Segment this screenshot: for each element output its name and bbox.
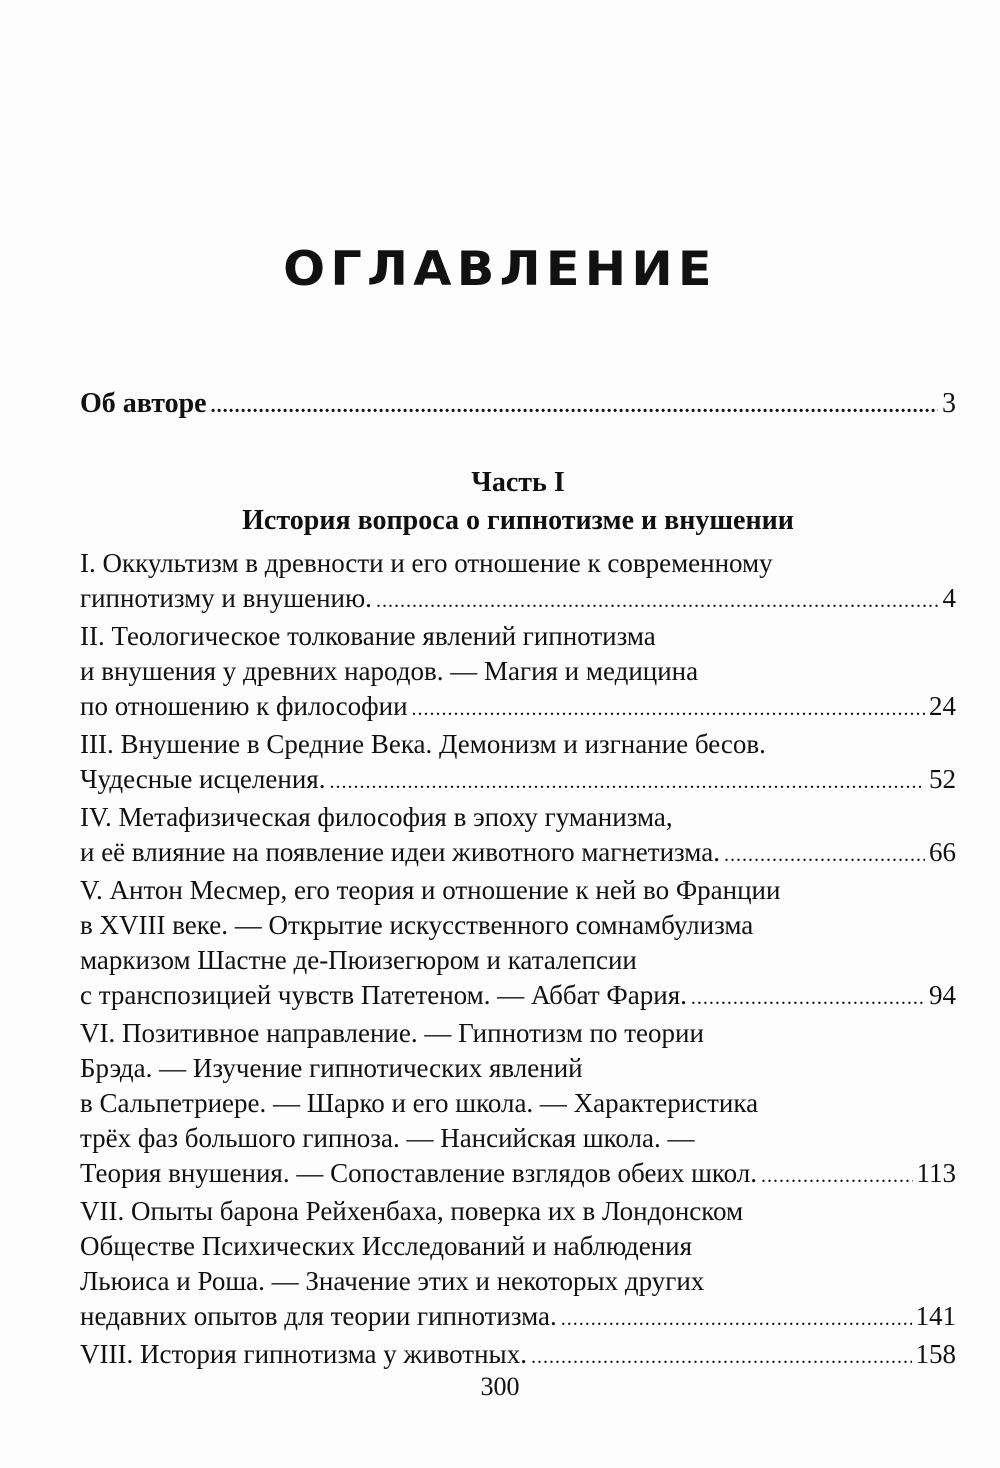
toc-entry-last-line <box>80 1156 956 1194</box>
toc-entry-line: VII. Опыты барона Рейхенбаха, поверка их в Лондонском <box>80 1196 744 1226</box>
toc-entry-line: III. Внушение в Средние Века. Демонизм и изгнание бесов. <box>80 729 766 759</box>
toc-entry-label: VIII. История гипнотизма у животных. <box>80 1339 527 1369</box>
toc-entry-chapter[interactable] <box>80 873 956 1016</box>
toc-entry-line: Обществе Психических Исследований и наблюдения <box>80 1231 692 1261</box>
toc-page-number: 141 <box>915 1301 956 1331</box>
toc-entry-chapter[interactable] <box>80 546 956 619</box>
toc-entry-line: в XVIII веке. — Открытие искусственного сомнамбулизма <box>80 910 754 940</box>
toc-entry-label: недавних опытов для теории гипнотизма. <box>80 1301 557 1331</box>
toc-entry-line: V. Антон Месмер, его теория и отношение к ней во Франции <box>80 875 781 905</box>
dot-leader <box>724 835 925 873</box>
dot-leader <box>412 689 925 727</box>
toc-entry-last-line <box>80 978 956 1016</box>
toc-entry-label: гипнотизму и внушению. <box>80 583 372 613</box>
toc-entry-chapter[interactable] <box>80 800 956 873</box>
toc-entry-label: по отношению к философии <box>80 691 408 721</box>
toc-page-number: 3 <box>942 388 956 419</box>
toc-entry-label: Теория внушения. — Сопоставление взглядов обеих школ. <box>80 1158 758 1188</box>
page-title: ОГЛАВЛЕНИЕ <box>283 242 717 297</box>
toc-page-number: 66 <box>929 837 956 867</box>
toc-entry-line: Брэда. — Изучение гипнотических явлений <box>80 1053 583 1083</box>
toc-entry-chapter[interactable] <box>80 1016 956 1194</box>
toc-entry-about[interactable] <box>80 382 956 428</box>
dot-leader <box>376 581 939 619</box>
page-number: 300 <box>480 1372 520 1401</box>
toc-entry-chapter[interactable] <box>80 727 956 800</box>
toc-entry-line: IV. Метафизическая философия в эпоху гуманизма, <box>80 802 673 832</box>
toc-entry-label: Чудесные исцеления. <box>80 764 326 794</box>
toc-entry-last-line <box>80 762 956 800</box>
toc-entry-label: с транспозицией чувств Патетеном. — Аббат Фария. <box>80 980 687 1010</box>
toc-page-number: 52 <box>929 764 956 794</box>
toc-entry-chapter[interactable] <box>80 1194 956 1337</box>
toc-entry-line: трёх фаз большого гипноза. — Нансийская школа. — <box>80 1123 695 1153</box>
toc-entry-line: в Сальпетриере. — Шарко и его школа. — Характеристика <box>80 1088 759 1118</box>
toc-page-number: 94 <box>929 980 956 1010</box>
toc-page-number: 4 <box>942 583 956 613</box>
dot-leader <box>329 762 925 800</box>
toc-entry-last-line <box>80 689 956 727</box>
toc-entry-last-line <box>80 581 956 619</box>
part-title: История вопроса о гипнотизме и внушении <box>242 505 794 536</box>
dot-leader <box>761 1156 912 1194</box>
toc-entry-label: и её влияние на появление идеи животного магнетизма. <box>80 837 720 867</box>
toc-page-number: 24 <box>929 691 956 721</box>
dot-leader <box>211 382 938 428</box>
toc-entry-line: Льюиса и Роша. — Значение этих и некоторых других <box>80 1266 705 1296</box>
dot-leader <box>691 978 925 1016</box>
part-number: Часть I <box>471 467 565 498</box>
toc-entry-line: VI. Позитивное направление. — Гипнотизм по теории <box>80 1018 704 1048</box>
dot-leader <box>561 1299 912 1337</box>
dot-leader <box>531 1337 912 1375</box>
toc-entry-last-line <box>80 835 956 873</box>
toc-entry-line: и внушения у древних народов. — Магия и медицина <box>80 656 699 686</box>
toc-entry-chapter[interactable] <box>80 1337 956 1375</box>
toc-page-number: 158 <box>915 1339 956 1369</box>
toc-page-number: 113 <box>916 1158 956 1188</box>
chapter-list <box>80 546 956 1375</box>
toc-entry-line: I. Оккультизм в древности и его отношение к современному <box>80 548 773 578</box>
toc-entry-last-line <box>80 1337 956 1375</box>
toc-entry-chapter[interactable] <box>80 619 956 727</box>
toc-entry-line: II. Теологическое толкование явлений гипнотизма <box>80 621 656 651</box>
toc-entry-label: Об авторе <box>80 388 207 419</box>
toc-entry-last-line <box>80 1299 956 1337</box>
toc-entry-line: маркизом Шастне де-Пюизегюром и каталепсии <box>80 945 637 975</box>
table-of-contents <box>80 382 956 1375</box>
